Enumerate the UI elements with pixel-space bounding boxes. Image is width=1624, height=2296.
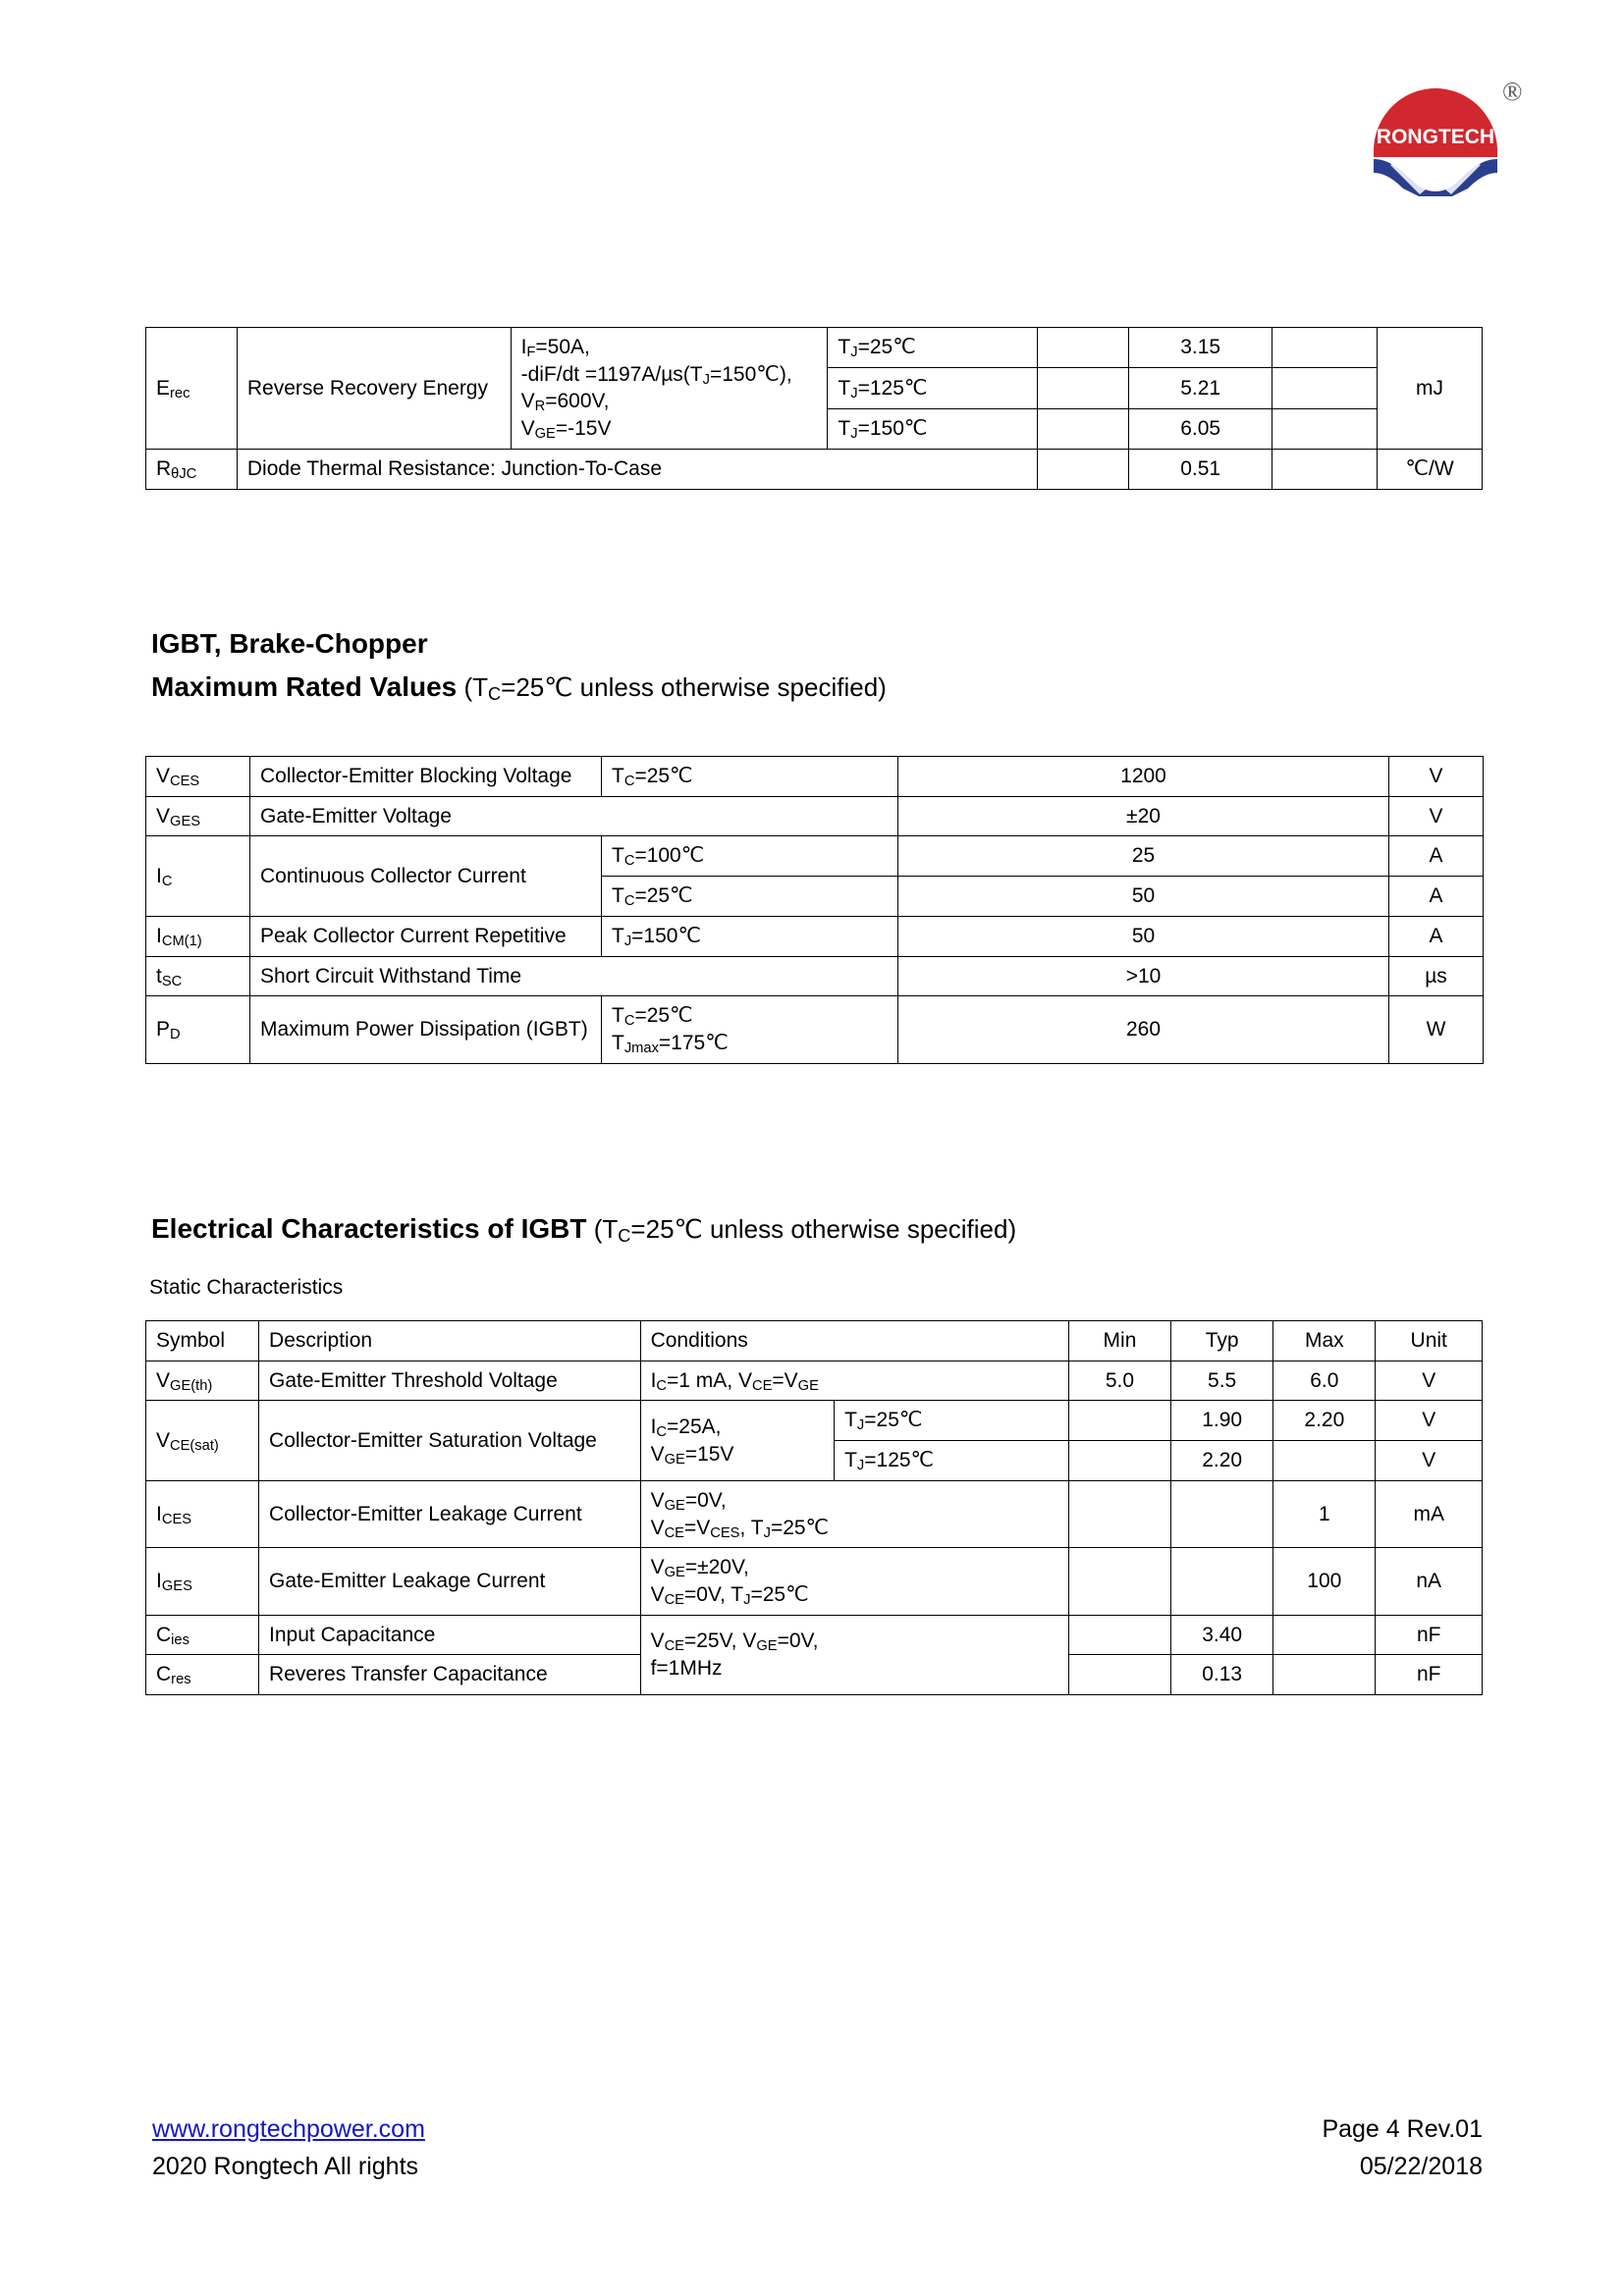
cell-unit: A — [1389, 877, 1484, 917]
cell-max: 2.20 — [1273, 1401, 1376, 1441]
condition-line: $V_{GE}=\pm 20V$, — [650, 1556, 749, 1581]
cell-description: Continuous Collector Current — [250, 836, 602, 916]
symbol-base: E — [156, 376, 171, 400]
cell-symbol: $C_{res}$ — [146, 1655, 259, 1695]
cell-max — [1272, 328, 1378, 368]
cell-symbol: $V_{CE(sat)}$ — [146, 1401, 259, 1480]
table-row — [146, 757, 1484, 797]
cell-typ: 2.20 — [1171, 1441, 1273, 1481]
cell-symbol: $V_{GE(th)}$ — [146, 1361, 259, 1401]
cell-symbol: $R_{\theta JC}$ — [146, 449, 238, 489]
table-header-row — [146, 1321, 1483, 1362]
cell-unit: mJ — [1378, 328, 1483, 450]
cell-temperature: $T_J=125℃$ — [835, 1441, 1069, 1481]
table-row — [146, 449, 1483, 489]
section-heading-electrical-characteristics: Electrical Characteristics of IGBT ($T_C=25℃$ unless otherwise specified) — [151, 1213, 1017, 1246]
cell-min — [1068, 1441, 1170, 1481]
diode-characteristics-table — [145, 327, 1483, 490]
cell-symbol: $I_{GES}$ — [146, 1548, 259, 1615]
heading-main-text: Electrical Characteristics of IGBT — [151, 1213, 587, 1244]
cell-min — [1038, 368, 1129, 408]
table-row — [146, 996, 1484, 1063]
table-row — [146, 1480, 1483, 1547]
cell-max — [1272, 368, 1378, 408]
cell-max — [1273, 1441, 1376, 1481]
table-row — [146, 1361, 1483, 1401]
cell-temperature: $T_J=150℃$ — [828, 408, 1038, 449]
cell-unit: V — [1389, 757, 1484, 797]
footer-page-number: Page 4 Rev.01 — [1322, 2115, 1483, 2143]
cell-conditions: $I_C=1$ mA, $V_{CE}=V_{GE}$ — [640, 1361, 1068, 1401]
condition-line: f=1MHz — [650, 1656, 723, 1680]
condition-line: $V_R=600V$, — [520, 390, 610, 415]
label-static-characteristics: Static Characteristics — [149, 1276, 344, 1299]
cell-max: 1 — [1273, 1480, 1376, 1547]
header-typ: Typ — [1171, 1321, 1273, 1362]
cell-min: 5.0 — [1068, 1361, 1170, 1401]
table-row — [146, 836, 1484, 877]
cell-temperature: $T_J=25℃$ — [835, 1401, 1069, 1441]
cell-symbol: $I_{CES}$ — [146, 1480, 259, 1547]
cell-min — [1038, 408, 1129, 449]
table-row — [146, 956, 1484, 996]
cell-value: 50 — [898, 877, 1389, 917]
cell-value: 1200 — [898, 757, 1389, 797]
header-max: Max — [1273, 1321, 1376, 1362]
header-min: Min — [1068, 1321, 1170, 1362]
cell-temperature: $T_J=125℃$ — [828, 368, 1038, 408]
cell-min — [1038, 328, 1129, 368]
cell-conditions — [640, 1480, 1068, 1547]
cell-max — [1272, 408, 1378, 449]
cell-description: Input Capacitance — [259, 1615, 641, 1655]
condition-line: $T_C=25℃$ — [612, 1004, 693, 1030]
cell-conditions — [640, 1615, 1068, 1694]
cell-description: Reveres Transfer Capacitance — [259, 1655, 641, 1695]
cell-unit: V — [1376, 1441, 1483, 1481]
cell-description: Maximum Power Dissipation (IGBT) — [250, 996, 602, 1063]
table-row — [146, 1401, 1483, 1441]
static-characteristics-table — [145, 1320, 1483, 1695]
logo-brand-text: RONGTECH — [1376, 126, 1495, 148]
cell-max — [1272, 449, 1378, 489]
cell-unit: nA — [1376, 1548, 1483, 1615]
cell-description: Diode Thermal Resistance: Junction-To-Case — [237, 449, 1037, 489]
cell-unit: A — [1389, 836, 1484, 877]
cell-unit: V — [1376, 1401, 1483, 1441]
condition-line: $I_F=50A$, — [520, 336, 590, 361]
table-row — [146, 1548, 1483, 1615]
cell-unit: mA — [1376, 1480, 1483, 1547]
cell-unit: nF — [1376, 1655, 1483, 1695]
condition-line: $-diF/dt =1197A/\mu s(T_J=150℃)$, — [520, 362, 792, 388]
registered-trademark-icon: ® — [1502, 77, 1523, 106]
cell-value: 260 — [898, 996, 1389, 1063]
condition-line: $V_{GE}=15V$ — [650, 1442, 734, 1468]
cell-unit: A — [1389, 916, 1484, 956]
cell-min — [1068, 1401, 1170, 1441]
cell-min — [1068, 1480, 1170, 1547]
condition-line: $V_{CE}=0V$, $T_J=25℃$ — [650, 1583, 809, 1609]
table-row — [146, 1615, 1483, 1655]
cell-conditions: $T_C=100℃$ — [602, 836, 898, 877]
cell-symbol: $P_D$ — [146, 996, 250, 1063]
cell-unit: W — [1389, 996, 1484, 1063]
condition-line: $T_{Jmax}=175℃$ — [612, 1032, 729, 1057]
cell-conditions — [640, 1401, 835, 1480]
footer-website-link[interactable]: www.rongtechpower.com — [152, 2115, 425, 2143]
cell-typ: 3.40 — [1171, 1615, 1273, 1655]
condition-line: $V_{CE}=V_{CES}$, $T_J=25℃$ — [650, 1516, 830, 1541]
section-heading-maximum-rated-values: Maximum Rated Values ($T_C=25℃$ unless otherwise specified) — [151, 671, 887, 704]
cell-conditions — [511, 328, 828, 450]
cell-symbol: $I_{CM(1)}$ — [146, 916, 250, 956]
header-unit: Unit — [1376, 1321, 1483, 1362]
cell-value: >10 — [898, 956, 1389, 996]
cell-typ: 0.51 — [1128, 449, 1272, 489]
cell-typ — [1171, 1548, 1273, 1615]
cell-description: Gate-Emitter Voltage — [250, 796, 898, 836]
cell-min — [1068, 1548, 1170, 1615]
header-symbol: Symbol — [146, 1321, 259, 1362]
cell-description: Collector-Emitter Blocking Voltage — [250, 757, 602, 797]
cell-unit: ℃/W — [1378, 449, 1483, 489]
condition-line: $I_C=25A$, — [650, 1415, 722, 1441]
cell-conditions — [640, 1548, 1068, 1615]
cell-temperature: $T_J=25℃$ — [828, 328, 1038, 368]
company-logo — [1357, 65, 1543, 197]
cell-max — [1273, 1655, 1376, 1695]
heading-main-text: Maximum Rated Values — [151, 671, 458, 702]
cell-description: Peak Collector Current Repetitive — [250, 916, 602, 956]
cell-description: Gate-Emitter Leakage Current — [259, 1548, 641, 1615]
cell-symbol: $C_{ies}$ — [146, 1615, 259, 1655]
table-row — [146, 796, 1484, 836]
cell-typ — [1171, 1480, 1273, 1547]
cell-description: Reverse Recovery Energy — [237, 328, 511, 450]
cell-max: 100 — [1273, 1548, 1376, 1615]
condition-line: $V_{GE}=-15V$ — [520, 417, 612, 443]
cell-max — [1273, 1615, 1376, 1655]
table-row — [146, 916, 1484, 956]
page-footer — [0, 2115, 1624, 2223]
cell-unit: V — [1376, 1361, 1483, 1401]
cell-conditions: $T_J=150℃$ — [602, 916, 898, 956]
cell-typ: 0.13 — [1171, 1655, 1273, 1695]
cell-min — [1038, 449, 1129, 489]
cell-min — [1068, 1615, 1170, 1655]
section-heading-igbt-brake-chopper: IGBT, Brake-Chopper — [151, 628, 428, 659]
footer-copyright: 2020 Rongtech All rights — [152, 2153, 419, 2180]
cell-value: 50 — [898, 916, 1389, 956]
cell-unit: µs — [1389, 956, 1484, 996]
cell-typ: 1.90 — [1171, 1401, 1273, 1441]
cell-symbol: $t_{SC}$ — [146, 956, 250, 996]
cell-conditions — [602, 996, 898, 1063]
cell-symbol — [146, 328, 238, 450]
cell-typ: 3.15 — [1128, 328, 1272, 368]
header-description: Description — [259, 1321, 641, 1362]
symbol-subscript: rec — [170, 385, 190, 401]
cell-typ: 6.05 — [1128, 408, 1272, 449]
cell-symbol: $V_{CES}$ — [146, 757, 250, 797]
cell-unit: nF — [1376, 1615, 1483, 1655]
cell-description: Collector-Emitter Leakage Current — [259, 1480, 641, 1547]
maximum-rated-values-table — [145, 756, 1484, 1064]
cell-description: Gate-Emitter Threshold Voltage — [259, 1361, 641, 1401]
cell-typ: 5.21 — [1128, 368, 1272, 408]
condition-line: $V_{CE}=25V$, $V_{GE}=0V$, — [650, 1629, 819, 1655]
rongtech-logo-icon — [1369, 82, 1502, 196]
footer-date: 05/22/2018 — [1359, 2153, 1483, 2180]
cell-unit: V — [1389, 796, 1484, 836]
cell-description: Short Circuit Withstand Time — [250, 956, 898, 996]
cell-conditions: $T_C=25℃$ — [602, 757, 898, 797]
cell-typ: 5.5 — [1171, 1361, 1273, 1401]
table-row — [146, 328, 1483, 368]
cell-conditions: $T_C=25℃$ — [602, 877, 898, 917]
cell-description: Collector-Emitter Saturation Voltage — [259, 1401, 641, 1480]
cell-min — [1068, 1655, 1170, 1695]
cell-value: 25 — [898, 836, 1389, 877]
cell-symbol: $V_{GES}$ — [146, 796, 250, 836]
condition-line: $V_{GE}=0V$, — [650, 1488, 727, 1515]
cell-max: 6.0 — [1273, 1361, 1376, 1401]
header-conditions: Conditions — [640, 1321, 1068, 1362]
cell-value: ±20 — [898, 796, 1389, 836]
cell-symbol: $I_C$ — [146, 836, 250, 916]
